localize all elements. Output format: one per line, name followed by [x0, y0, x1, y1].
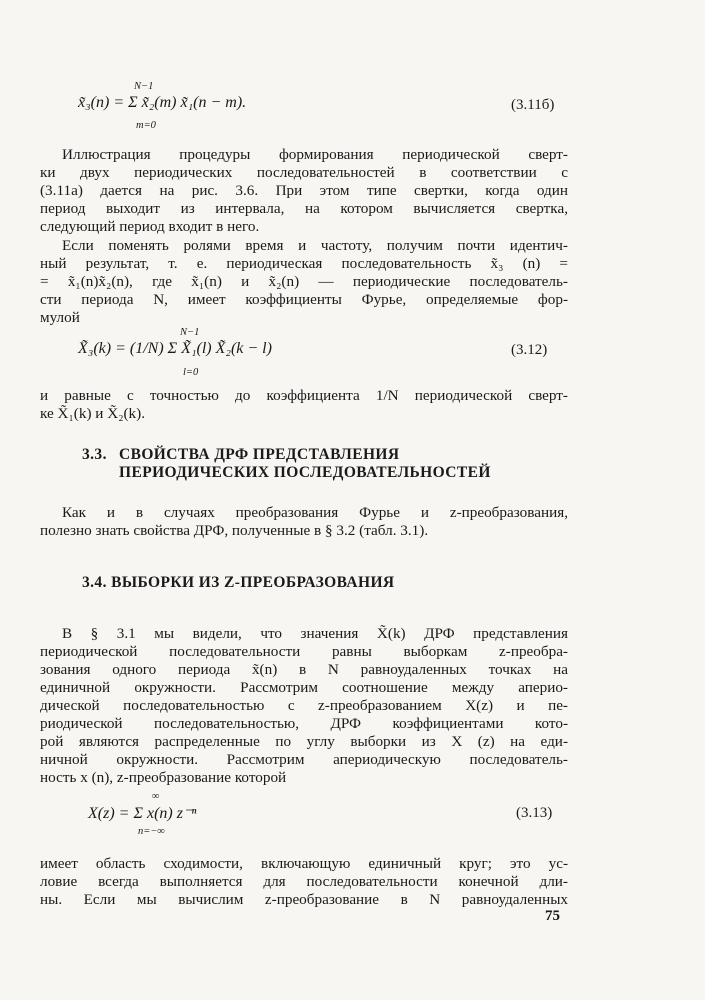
section-title: 3.4. ВЫБОРКИ ИЗ Z-ПРЕОБРАЗОВАНИЯ: [82, 574, 395, 591]
text-line: ке X̃₁(k) и X̃₂(k).: [40, 405, 145, 422]
sum-upper-limit: N−1: [180, 327, 200, 338]
formula-3-12: X̃₃(k) = (1/N) Σ X̃₁(l) X̃₂(k − l): [78, 340, 272, 357]
text-line: Если поменять ролями время и частоту, получим почти идентич-: [62, 237, 568, 254]
text-line: периодической последовательности равны выборкам z-преобра-: [40, 643, 568, 660]
text-line: сти периода N, имеет коэффициенты Фурье, определяемые фор-: [40, 291, 568, 308]
sum-upper-limit: ∞: [152, 791, 160, 802]
text-line: В § 3.1 мы видели, что значения X̃(k) ДРФ представления: [62, 625, 568, 642]
text-line: Иллюстрация процедуры формирования периодической сверт-: [62, 146, 568, 163]
text-line: дической последовательностью с z-преобразованием X(z) и пе-: [40, 697, 568, 714]
text-line: единичной окружности. Рассмотрим соотношение между аперио-: [40, 679, 568, 696]
formula-3-13-number: (3.13): [516, 805, 553, 821]
formula-3-11b: x̃₃(n) = Σ x̃₂(m) x̃₁(n − m).: [78, 94, 247, 111]
text-line: мулой: [40, 309, 80, 326]
sum-lower-limit: n=−∞: [138, 826, 165, 837]
text-line: период выходит из интервала, на котором вычисляется свертка,: [40, 200, 568, 217]
text-line: (3.11а) дается на рис. 3.6. При этом типе свертки, когда один: [40, 182, 568, 199]
text-line: ны. Если мы вычислим z-преобразование в N равноудаленных: [40, 891, 568, 908]
text-line: ничной окружности. Рассмотрим апериодическую последователь-: [40, 751, 568, 768]
text-line: ность x (n), z-преобразование которой: [40, 769, 287, 786]
section-number: 3.3.: [82, 446, 107, 463]
page-number: 75: [545, 908, 560, 924]
section-title-line: ПЕРИОДИЧЕСКИХ ПОСЛЕДОВАТЕЛЬНОСТЕЙ: [119, 464, 491, 481]
text-line: имеет область сходимости, включающую единичный круг; это ус-: [40, 855, 568, 872]
text-line: ловие всегда выполняется для последовательности конечной дли-: [40, 873, 568, 890]
text-line: ки двух периодических последовательностей в соответствии с: [40, 164, 568, 181]
text-line: = x̃₁(n)x̃₂(n), где x̃₁(n) и x̃₂(n) — периодические последователь-: [40, 273, 568, 290]
sum-upper-limit: N−1: [134, 81, 154, 92]
text-line: полезно знать свойства ДРФ, полученные в § 3.2 (табл. 3.1).: [40, 522, 429, 539]
text-line: зования одного периода x̃(n) в N равноудаленных точках на: [40, 661, 568, 678]
text-line: Как и в случаях преобразования Фурье и z-преобразования,: [62, 504, 568, 521]
text-line: следующий период входит в него.: [40, 218, 260, 235]
formula-3-12-number: (3.12): [511, 342, 548, 358]
sum-lower-limit: l=0: [183, 367, 199, 378]
section-title-line: СВОЙСТВА ДРФ ПРЕДСТАВЛЕНИЯ: [119, 446, 400, 463]
text-line: и равные с точностью до коэффициента 1/N периодической сверт-: [40, 387, 568, 404]
text-line: ный результат, т. е. периодическая последовательность x̃₃ (n) =: [40, 255, 568, 272]
sum-lower-limit: m=0: [136, 120, 156, 131]
text-line: риодической последовательностью, ДРФ коэффициентами кото-: [40, 715, 568, 732]
formula-3-11b-number: (3.11б): [511, 97, 555, 113]
formula-3-13: X(z) = Σ x(n) z⁻ⁿ: [88, 805, 197, 822]
text-line: рой являются распределенные по углу выборки из X (z) на еди-: [40, 733, 568, 750]
